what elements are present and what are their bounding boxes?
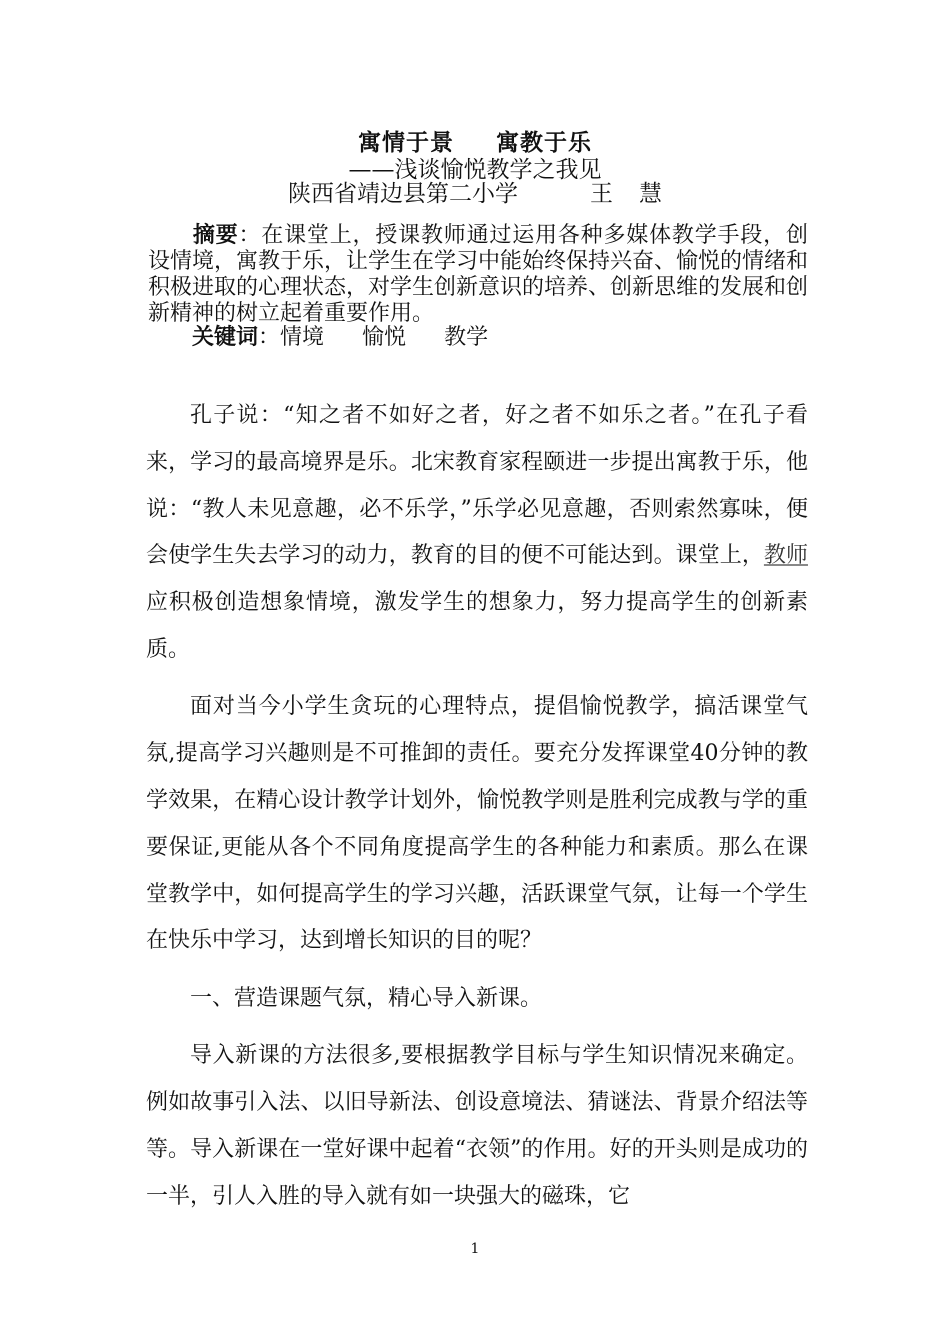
- teacher-link[interactable]: 教师: [763, 543, 808, 569]
- body-text: [146, 393, 808, 1231]
- author-line: [0, 175, 950, 208]
- body-paragraph: 面对当今小学生贪玩的心理特点，提倡愉悦教学，搞活课堂气氛,提高学习兴趣则是不可推卸的责任。要充分发挥课堂40分钟的教学效果，在精心设计教学计划外，愉悦教学则是胜利完成教与学的重要保证,更能从各个不同角度提高学生的各种能力和素质。那么在课堂教学中，如何提高学生的学习兴趣，活跃课堂气氛，让每一个学生在快乐中学习，达到增长知识的目的呢？: [146, 694, 808, 954]
- page-number: 1: [470, 1241, 480, 1257]
- body-paragraph: 导入新课的方法很多,要根据教学目标与学生知识情况来确定。例如故事引入法、以旧导新法、创设意境法、猜谜法、背景介绍法等等。导入新课在一堂好课中起着“衣领”的作用。好的开头则是成功的一半，引人入胜的导入就有如一块强大的磁珠，它: [146, 1043, 808, 1209]
- abstract: [148, 222, 808, 327]
- author-name-last: 慧: [639, 181, 662, 207]
- author-school: 陕西省靖边县第二小学: [288, 181, 518, 207]
- body-paragraph: [146, 393, 808, 674]
- keyword-item: 教学: [444, 325, 489, 350]
- keywords-label: 关键词: [192, 324, 259, 350]
- document-subtitle: ——浅谈愉悦教学之我见: [348, 157, 602, 183]
- abstract-label: 摘要: [192, 222, 239, 248]
- title-part-2: 寓教于乐: [496, 129, 592, 156]
- author-name-first: 王: [590, 181, 613, 207]
- author-name: [590, 181, 662, 207]
- title-part-1: 寓情于景: [358, 129, 454, 156]
- keywords: [192, 324, 526, 351]
- keyword-item: 愉悦: [362, 325, 407, 350]
- paragraph-text: 孔子说：“知之者不如好之者，好之者不如乐之者。”在孔子看来，学习的最高境界是乐。北宋教育家程颐进一步提出寓教于乐，他说：“教人未见意趣，必不乐学，”乐学必见意趣，否则索然寡味，便会使学生失去学习的动力，教育的目的便不可能达到。课堂上，: [146, 403, 808, 569]
- keyword-item: 情境: [280, 325, 325, 350]
- abstract-text: 在课堂上，授课教师通过运用各种多媒体教学手段，创设情境，寓教于乐，让学生在学习中能始终保持兴奋、愉悦的情绪和积极进取的心理状态，对学生创新意识的培养、创新思维的发展和创新精神的树立起着重要作用。: [148, 223, 809, 326]
- section-heading: 一、营造课题气氛，精心导入新课。: [190, 985, 543, 1011]
- abstract-colon: ：: [238, 223, 262, 248]
- paragraph-text: 应积极创造想象情境，激发学生的想象力，努力提高学生的创新素质。: [146, 590, 808, 662]
- keywords-colon: ：: [258, 325, 281, 350]
